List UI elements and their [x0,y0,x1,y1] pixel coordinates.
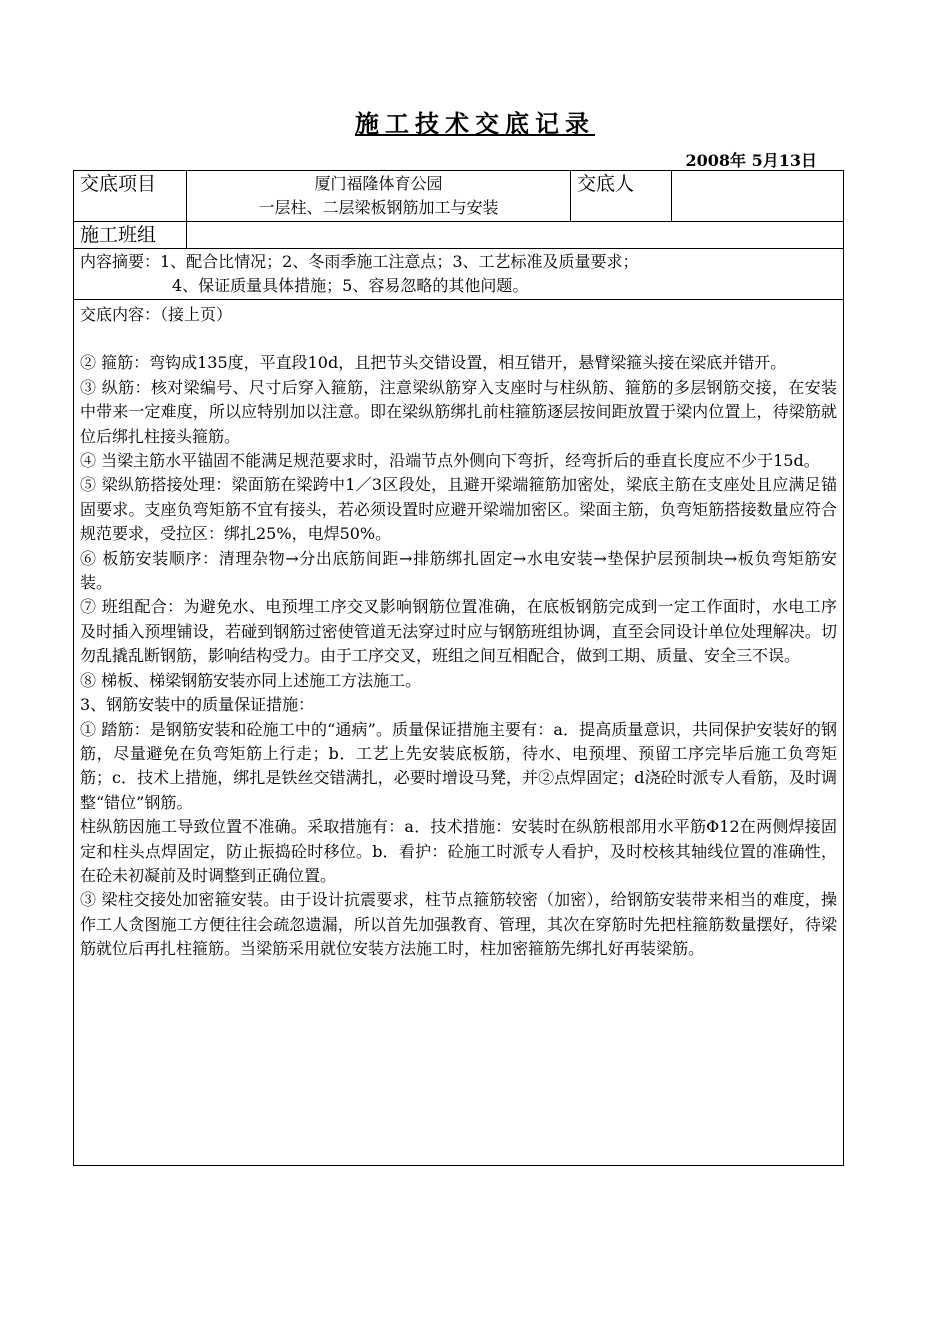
content-paragraph: ③ 梁柱交接处加密箍安装。由于设计抗震要求，柱节点箍筋较密（加密），给钢筋安装带来相当的难度，操作工人贪图施工方便往往会疏忽遗漏，所以首先加强教育、管理，其次在穿筋时先把柱箍筋数量摆好，待梁筋就位后再扎柱箍筋。当梁筋采用就位安装方法施工时，柱加密箍筋先绑扎好再装梁筋。 [80,890,837,959]
summary-row [74,249,844,300]
document-title: 施工技术交底记录 [355,109,595,138]
project-label: 交底项目 [74,171,187,222]
presenter-label: 交底人 [571,171,672,222]
content-paragraph: ① 踏筋：是钢筋安装和砼施工中的“通病”。质量保证措施主要有：a．提高质量意识，共同保护安装好的钢筋，尽量避免在负弯矩筋上行走；b．工艺上先安装底板筋，待水、电预埋、预留工序完毕后施工负弯矩筋；c．技术上措施，绑扎是铁丝交错满扎，必要时增设马凳，并②点焊固定；d浇砼时派专人看筋，及时调整“错位”钢筋。 [80,719,837,812]
content-paragraph: ⑦ 班组配合：为避免水、电预埋工序交叉影响钢筋位置准确，在底板钢筋完成到一定工作面时，水电工序及时插入预埋铺设，若碰到钢筋过密使管道无法穿过时应与钢筋班组协调，直至会同设计单位处理解决。切勿乱撬乱断钢筋，影响结构受力。由于工序交叉，班组之间互相配合，做到工期、质量、安全三不误。 [80,597,837,666]
document-date: 2008年 5月13日 [685,151,817,170]
content-paragraph: ⑤ 梁纵筋搭接处理：梁面筋在梁跨中1／3区段处，且避开梁端箍筋加密处，梁底主筋在支座处且应满足锚固要求。支座负弯矩筋不宜有接头，若必须设置时应避开梁端加密区。梁面主筋，负弯矩筋搭接数量应符合规范要求，受拉区：绑扎25%，电焊50%。 [80,475,837,544]
content-paragraph: ⑧ 梯板、梯梁钢筋安装亦同上述施工方法施工。 [80,670,422,690]
summary-cell [74,249,844,300]
project-value [187,171,571,222]
team-row [74,222,844,249]
summary-line-1: 内容摘要：1、配合比情况；2、冬雨季施工注意点；3、工艺标准及质量要求； [80,252,639,271]
content-paragraph: ③ 纵筋：核对梁编号、尺寸后穿入箍筋，注意梁纵筋穿入支座时与柱纵筋、箍筋的多层钢筋交接，在安装中带来一定难度，所以应特别加以注意。即在梁纵筋绑扎前柱箍筋逐层按间距放置于梁内位置上，待梁筋就位后绑扎柱接头箍筋。 [80,377,837,446]
content-row [74,300,844,1166]
content-paragraph: ⑥ 板筋安装顺序：清理杂物→分出底筋间距→排筋绑扎固定→水电安装→垫保护层预制块→板负弯矩筋安装。 [80,548,837,593]
content-paragraph: ② 箍筋：弯钩成135度，平直段10d，且把节头交错设置，相互错开，悬臂梁箍头接在梁底并错开。 [80,353,787,373]
content-paragraph: ④ 当梁主筋水平锚固不能满足规范要求时，沿端节点外侧向下弯折，经弯折后的垂直长度应不少于15d。 [80,451,820,471]
project-scope: 一层柱、二层梁板钢筋加工与安装 [258,198,499,217]
content-heading: 交底内容：（接上页） [80,305,233,324]
section-heading: 3、钢筋安装中的质量保证措施： [80,695,315,715]
presenter-value [672,171,844,222]
disclosure-form-table [73,170,844,1166]
summary-line-2: 4、保证质量具体措施；5、容易忽略的其他问题。 [172,276,529,295]
blank-line [80,327,837,351]
project-row [74,171,844,222]
content-paragraph: 柱纵筋因施工导致位置不准确。采取措施有：a．技术措施：安装时在纵筋根部用水平筋Φ12在两侧焊接固定和柱头点焊固定，防止振捣砼时移位。b．看护：砼施工时派专人看护，及时校核其轴线位置的准确性，在砼未初凝前及时调整到正确位置。 [80,817,837,885]
team-value [187,222,844,249]
project-name: 厦门福隆体育公园 [314,174,443,193]
content-cell [74,300,844,1166]
team-label: 施工班组 [74,222,187,249]
